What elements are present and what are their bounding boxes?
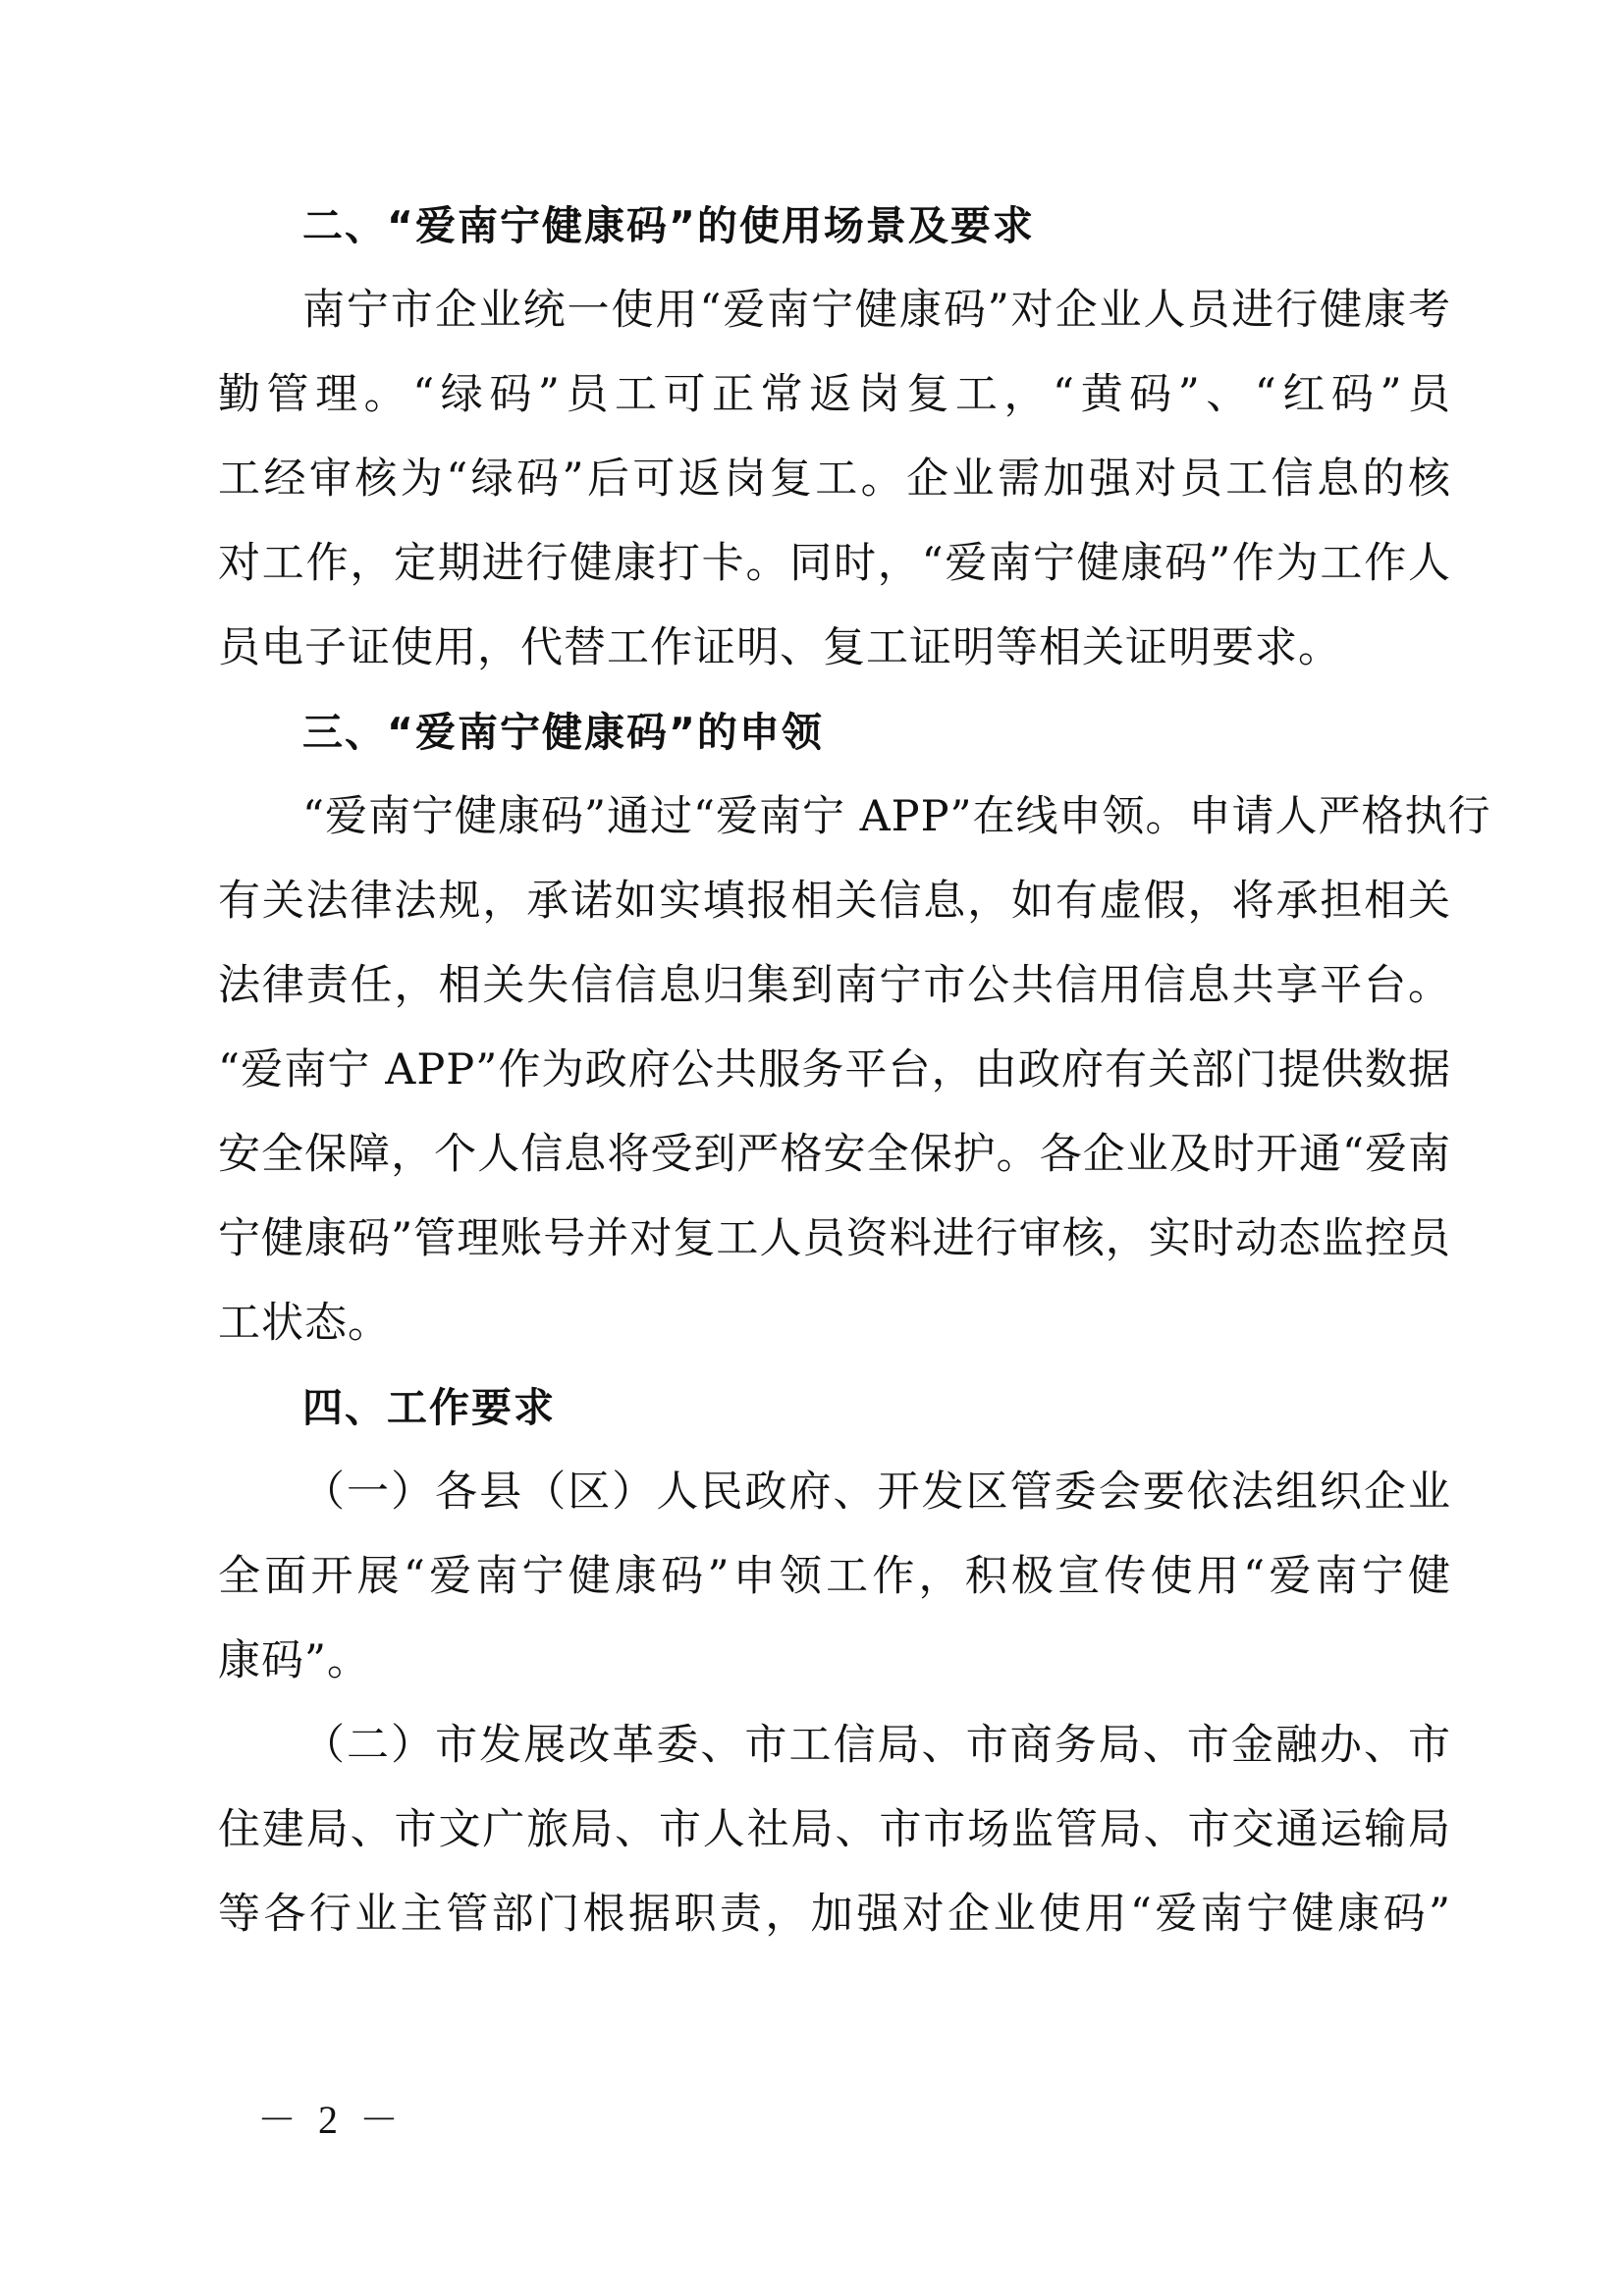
paragraph-line: 法律责任，相关失信信息归集到南宁市公共信用信息共享平台。 xyxy=(218,961,1451,1010)
paragraph-line: “爱南宁 APP”作为政府公共服务平台，由政府有关部门提供数据 xyxy=(218,1045,1451,1095)
paragraph-line: 有关法律法规，承诺如实填报相关信息，如有虚假，将承担相关 xyxy=(218,877,1451,926)
paragraph-line: （一）各县（区）人民政府、开发区管委会要依法组织企业 xyxy=(302,1468,1451,1517)
paragraph-line: 勤管理。“绿码”员工可正常返岗复工，“黄码”、“红码”员 xyxy=(218,370,1451,419)
paragraph-line: 工状态。 xyxy=(218,1299,391,1348)
paragraph-line: 宁健康码”管理账号并对复工人员资料进行审核，实时动态监控员 xyxy=(218,1214,1451,1263)
paragraph-line: “爱南宁健康码”通过“爱南宁 APP”在线申领。申请人严格执行 xyxy=(302,792,1491,841)
paragraph-line: 全面开展“爱南宁健康码”申领工作，积极宣传使用“爱南宁健 xyxy=(218,1552,1451,1601)
paragraph-line: 对工作，定期进行健康打卡。同时，“爱南宁健康码”作为工作人 xyxy=(218,539,1451,588)
page-number: － 2 － xyxy=(257,2098,405,2142)
section-heading-4: 四、工作要求 xyxy=(302,1384,556,1431)
section-heading-2: 二、“爱南宁健康码”的使用场景及要求 xyxy=(302,202,1035,249)
paragraph-line: 员电子证使用，代替工作证明、复工证明等相关证明要求。 xyxy=(218,623,1341,672)
paragraph-line: 等各行业主管部门根据职责，加强对企业使用“爱南宁健康码” xyxy=(218,1890,1451,1939)
paragraph-line: 南宁市企业统一使用“爱南宁健康码”对企业人员进行健康考 xyxy=(302,286,1451,335)
paragraph-line: （二）市发展改革委、市工信局、市商务局、市金融办、市 xyxy=(302,1721,1451,1770)
section-heading-3: 三、“爱南宁健康码”的申领 xyxy=(302,709,824,756)
paragraph-line: 康码”。 xyxy=(218,1636,370,1685)
paragraph-line: 工经审核为“绿码”后可返岗复工。企业需加强对员工信息的核 xyxy=(218,454,1451,504)
paragraph-line: 住建局、市文广旅局、市人社局、市市场监管局、市交通运输局 xyxy=(218,1805,1451,1854)
paragraph-line: 安全保障，个人信息将受到严格安全保护。各企业及时开通“爱南 xyxy=(218,1130,1451,1179)
